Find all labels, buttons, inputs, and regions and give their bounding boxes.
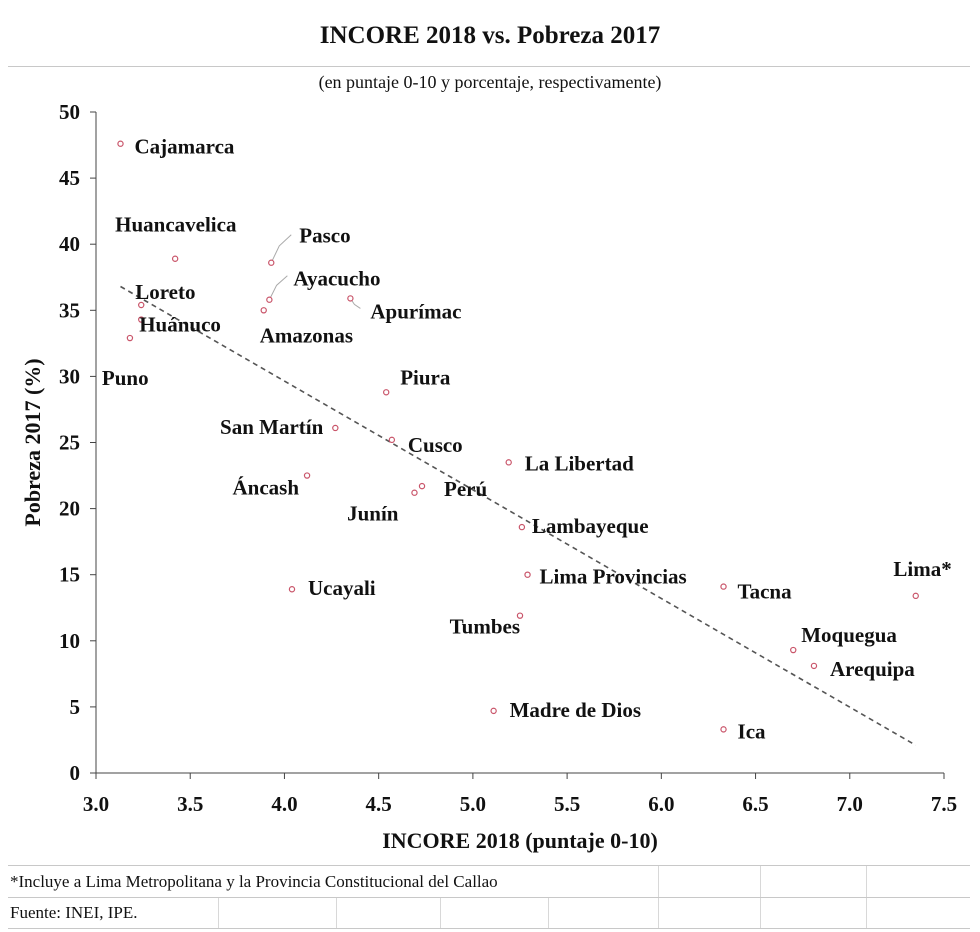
y-tick-label: 35 <box>59 298 80 323</box>
data-point <box>384 390 389 395</box>
x-tick-label: 6.5 <box>742 792 769 816</box>
x-tick-label: 5.5 <box>553 792 581 816</box>
footer-grid-line <box>218 898 219 928</box>
y-tick-label: 30 <box>59 364 80 389</box>
data-point <box>721 584 726 589</box>
data-point <box>491 708 496 713</box>
data-point <box>913 593 918 598</box>
data-label: Arequipa <box>829 656 915 681</box>
data-point <box>519 525 524 530</box>
data-point <box>333 425 338 430</box>
x-tick-label: 6.0 <box>648 792 675 816</box>
y-tick-label: 0 <box>69 761 80 785</box>
footer-grid-line <box>760 866 761 897</box>
x-tick-label: 3.0 <box>82 792 110 816</box>
data-label: Huánuco <box>139 312 221 337</box>
data-label: Pasco <box>299 223 351 248</box>
source-note: Fuente: INEI, IPE. <box>10 903 138 922</box>
data-point <box>721 727 726 732</box>
y-axis-label: Pobreza 2017 (%) <box>20 358 45 527</box>
data-label: Loreto <box>135 280 196 305</box>
data-label: Ica <box>737 719 766 744</box>
data-point <box>269 260 274 265</box>
x-tick-label: 4.0 <box>271 792 298 816</box>
data-point <box>127 335 132 340</box>
data-label: La Libertad <box>524 451 634 476</box>
data-label: Puno <box>101 366 149 391</box>
x-tick-label: 4.5 <box>365 792 392 816</box>
data-label: Perú <box>444 477 488 502</box>
data-label: Piura <box>400 365 451 390</box>
trendline <box>120 287 915 746</box>
data-label: San Martín <box>220 414 324 439</box>
y-tick-label: 45 <box>59 166 80 191</box>
footer-rule-bottom <box>8 928 970 929</box>
y-tick-label: 5 <box>69 694 80 719</box>
footer-grid-line <box>866 898 867 928</box>
data-point <box>525 572 530 577</box>
data-label: Cajamarca <box>134 134 235 159</box>
data-label: Huancavelica <box>115 212 237 237</box>
data-label: Apurímac <box>370 299 462 324</box>
x-tick-label: 5.0 <box>459 792 487 816</box>
data-label: Moquegua <box>801 623 897 648</box>
chart-title: INCORE 2018 vs. Pobreza 2017 <box>319 22 661 49</box>
leader-line <box>271 235 291 263</box>
x-tick-label: 7.5 <box>930 792 958 816</box>
y-tick-label: 40 <box>59 232 80 257</box>
data-label: Junín <box>347 501 399 526</box>
data-point <box>267 297 272 302</box>
y-tick-label: 25 <box>59 430 80 455</box>
data-label: Tacna <box>737 579 792 604</box>
footer-grid-line <box>866 866 867 897</box>
data-label: Lambayeque <box>531 514 649 539</box>
y-tick-label: 20 <box>59 496 80 521</box>
leader-line <box>269 276 287 300</box>
data-point <box>173 256 178 261</box>
data-label: Lima Provincias <box>539 564 687 589</box>
data-point <box>811 663 816 668</box>
data-point <box>118 141 123 146</box>
footer-grid-line <box>548 898 549 928</box>
footer-grid-line <box>760 898 761 928</box>
data-label: Ayacucho <box>293 266 381 291</box>
y-tick-label: 15 <box>59 562 80 587</box>
footer-grid-line <box>440 898 441 928</box>
data-point <box>289 587 294 592</box>
footnote: *Incluye a Lima Metropolitana y la Provincia Constitucional del Callao <box>10 872 498 891</box>
data-point <box>506 460 511 465</box>
footer-grid-line <box>658 898 659 928</box>
y-tick-label: 50 <box>59 100 80 124</box>
x-tick-label: 7.0 <box>836 792 863 816</box>
data-label: Lima* <box>893 556 952 581</box>
footer-rule-top <box>8 865 970 866</box>
data-point <box>412 490 417 495</box>
chart-subtitle: (en puntaje 0-10 y porcentaje, respectivamente) <box>318 72 662 92</box>
data-label: Áncash <box>232 475 300 500</box>
x-tick-label: 3.5 <box>177 792 204 816</box>
data-label: Ucayali <box>307 576 376 601</box>
x-axis-label: INCORE 2018 (puntaje 0-10) <box>382 828 658 853</box>
data-point <box>791 647 796 652</box>
data-point <box>419 484 424 489</box>
data-label: Cusco <box>407 432 463 457</box>
data-label: Amazonas <box>259 323 354 348</box>
data-point <box>304 473 309 478</box>
footer-rule-mid <box>8 897 970 898</box>
y-tick-label: 10 <box>59 628 80 653</box>
footer-grid-line <box>336 898 337 928</box>
data-label: Madre de Dios <box>509 697 642 722</box>
data-label: Tumbes <box>449 614 520 639</box>
data-point <box>389 437 394 442</box>
data-point <box>348 296 353 301</box>
footer-grid-line <box>658 866 659 897</box>
data-point <box>261 308 266 313</box>
